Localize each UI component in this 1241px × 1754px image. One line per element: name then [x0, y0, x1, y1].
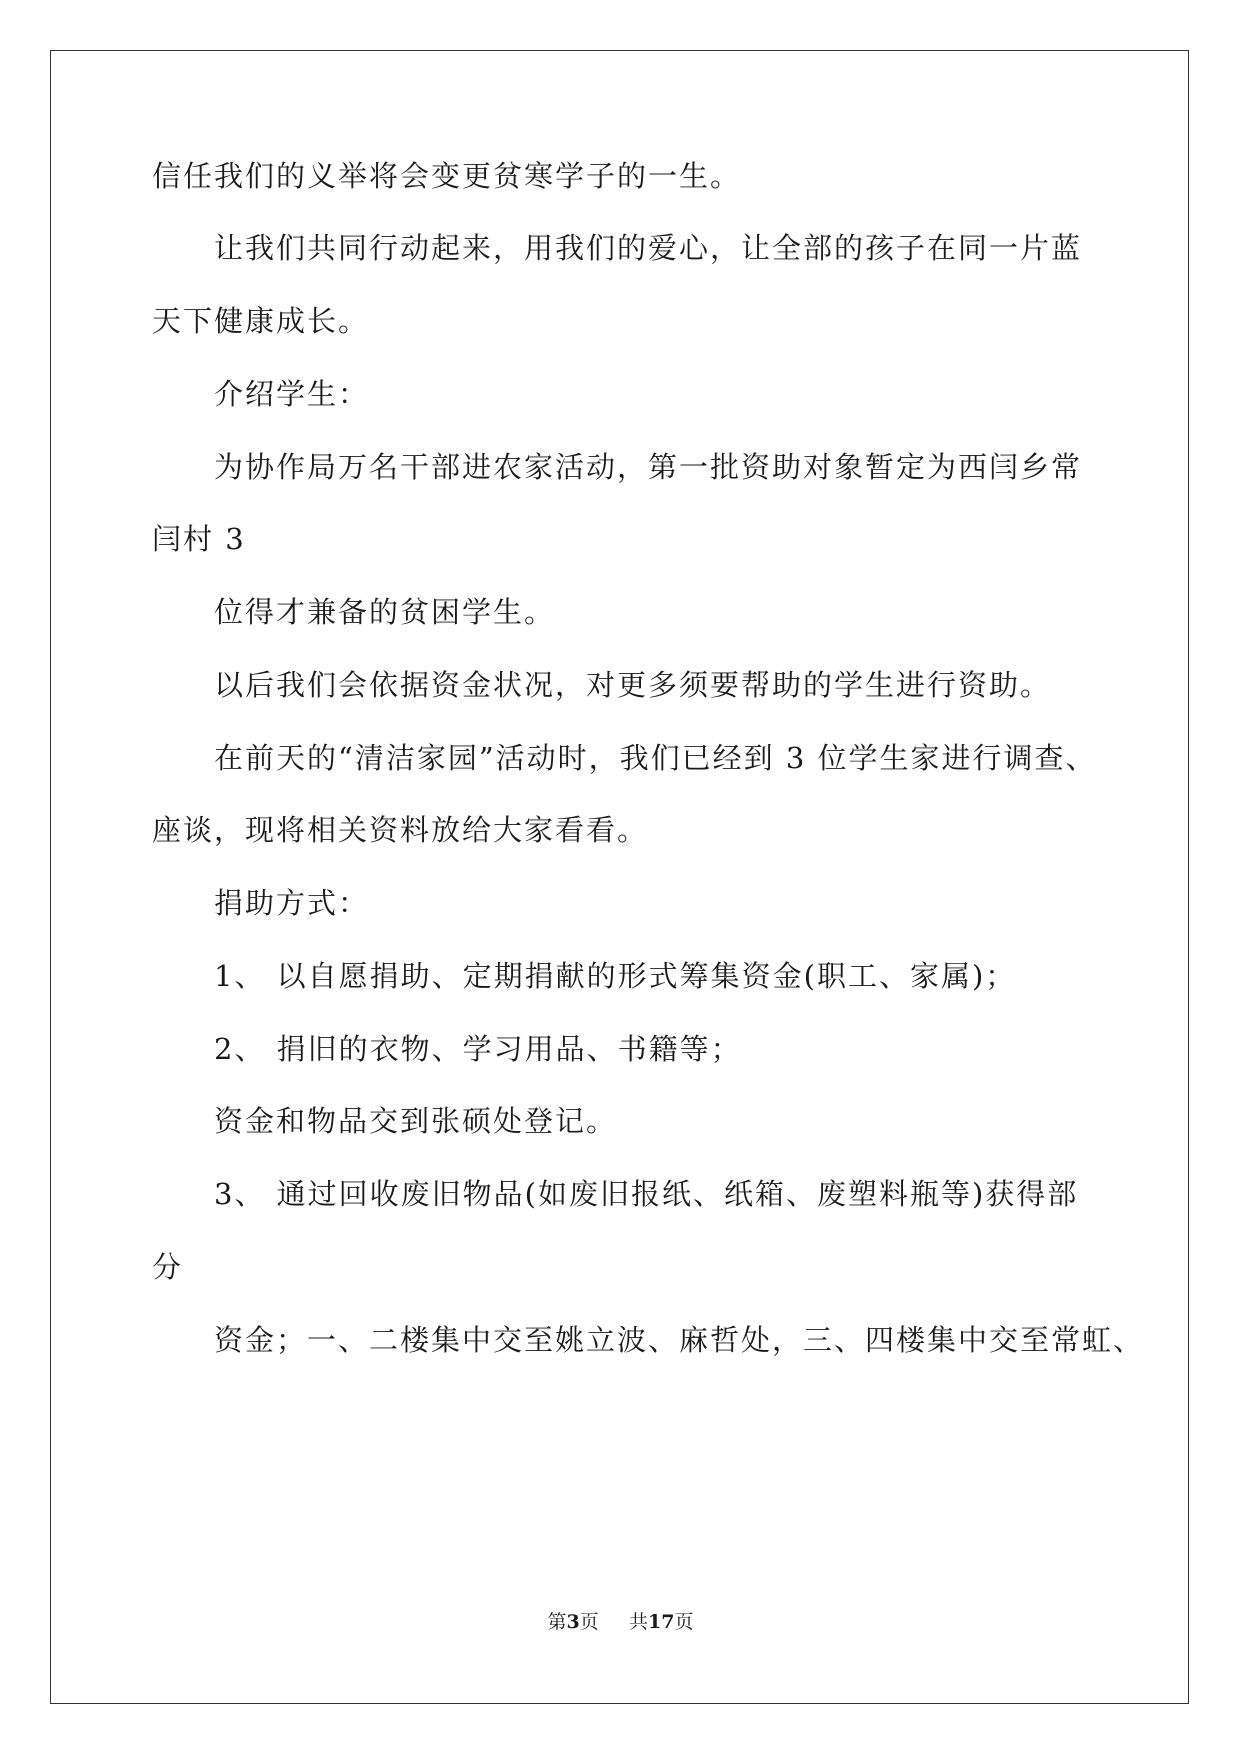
text-line-9: 在前天的“清洁家园”活动时，我们已经到 3 位学生家进行调查、	[214, 741, 1097, 775]
text-line-13: 2、 捐旧的衣物、学习用品、书籍等；	[214, 1032, 742, 1066]
text-line-4: 介绍学生：	[214, 377, 370, 411]
text-line-2: 让我们共同行动起来，用我们的爱心，让全部的孩子在同一片蓝	[214, 231, 1083, 265]
text-line-7: 位得才兼备的贫困学生。	[214, 595, 556, 629]
text-line-3: 天下健康成长。	[152, 304, 370, 338]
text-line-1: 信任我们的义举将会变更贫寒学子的一生。	[152, 159, 742, 193]
page-footer	[0, 1610, 1241, 1634]
text-line-15: 3、 通过回收废旧物品(如废旧报纸、纸箱、废塑料瓶等)获得部	[214, 1177, 1079, 1211]
text-line-16: 分	[152, 1250, 184, 1284]
total-pages: 17	[648, 1611, 675, 1633]
text-line-12: 1、 以自愿捐助、定期捐献的形式筹集资金(职工、家属)；	[214, 959, 1017, 993]
total-prefix: 共	[628, 1611, 648, 1633]
text-line-17: 资金；一、二楼集中交至姚立波、麻哲处，三、四楼集中交至常虹、	[214, 1323, 1145, 1357]
text-line-11: 捐助方式：	[214, 886, 370, 920]
page-number: 3	[566, 1611, 580, 1633]
text-line-10: 座谈，现将相关资料放给大家看看。	[152, 813, 649, 847]
page-suffix: 页	[579, 1611, 599, 1633]
page-prefix: 第	[547, 1611, 567, 1633]
text-line-6: 闫村 3	[152, 522, 246, 556]
total-suffix: 页	[674, 1611, 694, 1633]
page-border	[50, 50, 1189, 1704]
text-line-8: 以后我们会依据资金状况，对更多须要帮助的学生进行资助。	[214, 668, 1052, 702]
text-line-14: 资金和物品交到张硕处登记。	[214, 1104, 618, 1138]
text-line-5: 为协作局万名干部进农家活动，第一批资助对象暂定为西闫乡常	[214, 450, 1083, 484]
